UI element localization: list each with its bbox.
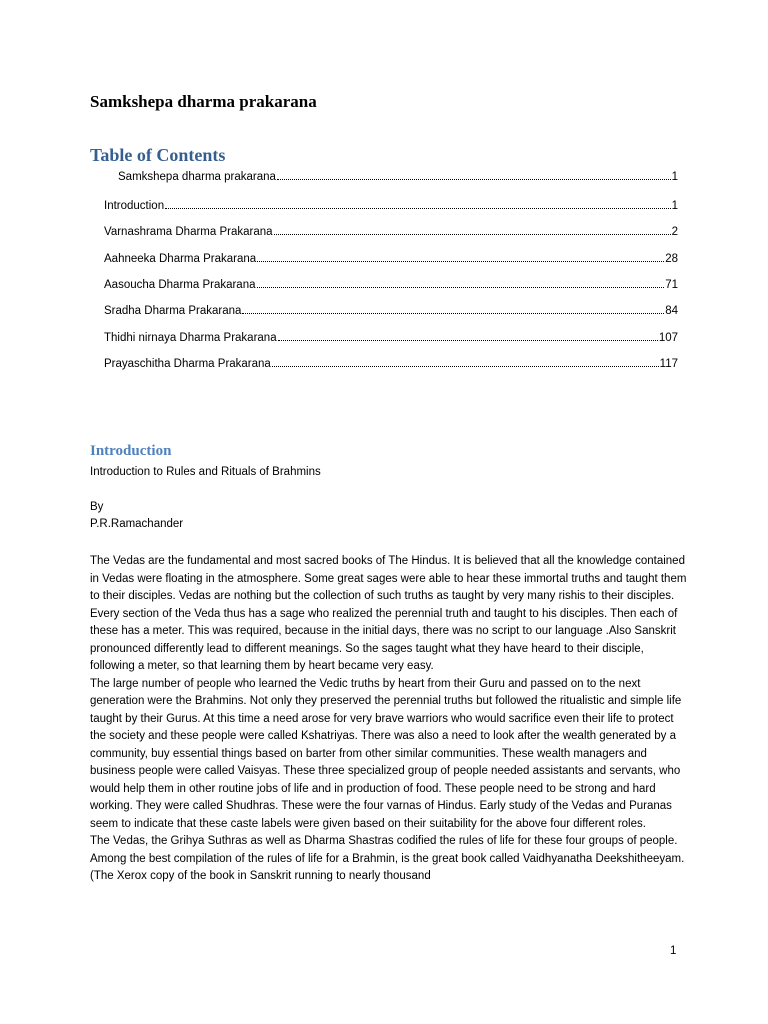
toc-entry[interactable] — [104, 299, 678, 317]
paragraph: The Vedas are the fundamental and most sacred books of The Hindus. It is believed that all the knowledge contained in Vedas were floating in the atmosphere. Some great sages were able to hear these immortal truths and taught them to their disciples. Vedas are nothing but the collection of such truths as taught by very many rishis to their disciples. Every section of the Veda thus has a sage who realized the perennial truth and taught to his disciples. Then each of these has a meter. This was required, because in the initial days, there was no script to our language .Also Sanskrit pronounced differently lead to different meanings. So the sages taught what they have heard to their disciple, following a meter, so that learning them by heart became very easy. — [90, 555, 687, 672]
toc-entry-page: 117 — [659, 358, 678, 370]
toc-leader — [242, 313, 664, 314]
author-name: P.R.Ramachander — [90, 518, 184, 530]
toc-leader — [277, 179, 671, 180]
toc-entry-page: 1 — [671, 200, 678, 212]
toc-entry-title: Sradha Dharma Prakarana — [104, 305, 242, 317]
toc-entry-page: 84 — [665, 305, 678, 317]
paragraph: The Vedas, the Grihya Suthras as well as Dharma Shastras codified the rules of life for these four groups of people. Among the best compilation of the rules of life for a Brahmin, is the great book called Vaidhyanatha Deekshitheeyam. (The Xerox copy of the book in Sanskrit running to nearly thousand — [90, 835, 685, 882]
toc-entry-title: Introduction — [104, 200, 165, 212]
toc-entry-page: 2 — [671, 226, 678, 238]
toc-leader — [278, 340, 658, 341]
toc-entry[interactable] — [104, 220, 678, 238]
toc-leader — [272, 366, 659, 367]
section-subtitle: Introduction to Rules and Rituals of Brahmins — [90, 466, 321, 478]
toc-leader — [165, 208, 670, 209]
document-title: Samkshepa dharma prakarana — [90, 92, 317, 111]
toc-leader — [257, 287, 665, 288]
toc-entry[interactable] — [104, 247, 678, 265]
toc-leader — [257, 261, 664, 262]
toc-entry[interactable] — [104, 352, 678, 370]
page-number: 1 — [670, 945, 677, 957]
toc-entry-page: 107 — [658, 332, 678, 344]
toc-heading: Table of Contents — [90, 145, 226, 165]
toc-entry[interactable] — [104, 326, 678, 344]
toc-entry-title: Aasoucha Dharma Prakarana — [104, 279, 256, 291]
toc-entry-title: Thidhi nirnaya Dharma Prakarana — [104, 332, 277, 344]
toc-entry-title: Varnashrama Dharma Prakarana — [104, 226, 273, 238]
paragraph: The large number of people who learned the Vedic truths by heart from their Guru and passed on to the next generation were the Brahmins. Not only they preserved the perennial truths but followed the ritualistic and simple life taught by their Gurus. At this time a need arose for very brave warriors who would sacrifice even their life to protect the society and these people were called Kshatriyas. There was also a need to look after the wealth generated by a community, buy essential things based on barter from other similar communities. These wealth managers and business people were called Vaisyas. These three specialized group of people needed assistants and servants, who would help them in other routine jobs of life and in production of food. These people need to be strong and hard working. They were called Shudhras. These were the four varnas of Hindus. Early study of the Vedas and Puranas seem to indicate that these caste labels were given based on their suitability for the above four different roles. — [90, 677, 682, 830]
toc-entry[interactable] — [104, 194, 678, 212]
toc-entry-title: Samkshepa dharma prakarana — [118, 171, 276, 183]
by-label: By — [90, 501, 104, 513]
toc-entry-page: 28 — [665, 253, 678, 265]
toc-leader — [274, 234, 671, 235]
toc-entry[interactable] — [104, 273, 678, 291]
section-heading: Introduction — [90, 443, 172, 459]
toc-entry-title: Prayaschitha Dharma Prakarana — [104, 358, 271, 370]
toc-entry[interactable] — [118, 165, 678, 183]
body-text — [90, 553, 690, 886]
toc-entry-page: 71 — [665, 279, 678, 291]
toc-entry-page: 1 — [671, 171, 678, 183]
toc-entry-title: Aahneeka Dharma Prakarana — [104, 253, 257, 265]
